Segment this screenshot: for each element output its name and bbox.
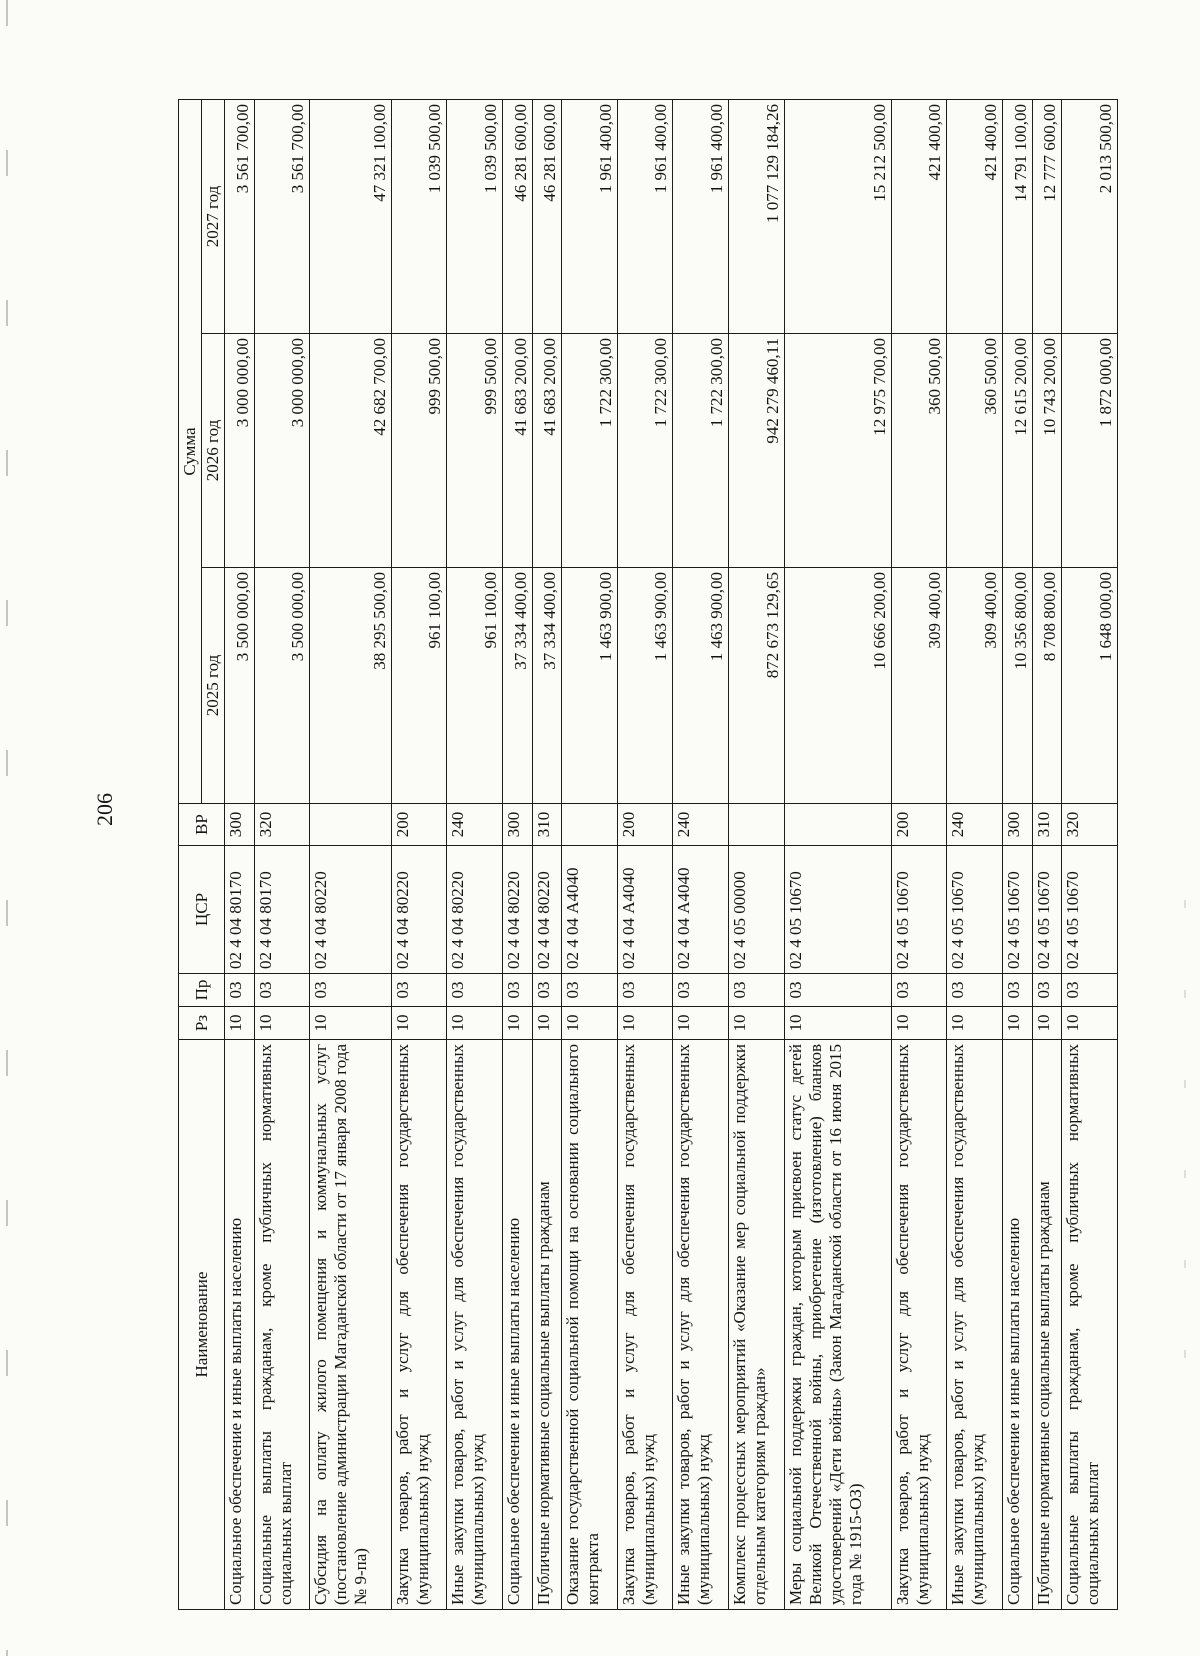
cell-vr: 300 [502,804,532,846]
cell-csr: 02 4 05 10670 [1062,846,1118,974]
table-row [784,100,891,1610]
table-row [617,100,673,1610]
cell-rz: 10 [673,1007,729,1040]
cell-csr: 02 4 04 80220 [391,846,447,974]
cell-csr: 02 4 05 10670 [1032,846,1062,974]
cell-rz: 10 [225,1007,255,1040]
table-row [1002,100,1032,1610]
cell-vr [562,804,618,846]
col-header-pr: Пр [179,974,225,1007]
cell-y2026: 42 682 700,00 [310,334,391,568]
cell-vr: 310 [1032,804,1062,846]
cell-vr: 240 [673,804,729,846]
cell-y2027: 3 561 700,00 [225,100,255,334]
cell-y2025: 10 666 200,00 [784,568,891,804]
cell-rz: 10 [310,1007,391,1040]
cell-y2026: 360 500,00 [947,334,1003,568]
cell-y2027: 15 212 500,00 [784,100,891,334]
cell-pr: 03 [1032,974,1062,1007]
cell-name: Публичные нормативные социальные выплаты гражданам [532,1040,562,1610]
cell-rz: 10 [562,1007,618,1040]
cell-pr: 03 [254,974,310,1007]
cell-y2027: 12 777 600,00 [1032,100,1062,334]
table-row [225,100,255,1610]
table-row [947,100,1003,1610]
cell-csr: 02 4 04 80170 [254,846,310,974]
cell-y2027: 47 321 100,00 [310,100,391,334]
cell-y2027: 46 281 600,00 [532,100,562,334]
cell-y2027: 1 961 400,00 [673,100,729,334]
cell-pr: 03 [784,974,891,1007]
cell-csr: 02 4 04 А4040 [617,846,673,974]
cell-vr: 200 [617,804,673,846]
cell-csr: 02 4 04 80220 [310,846,391,974]
cell-y2027: 1 961 400,00 [562,100,618,334]
cell-vr: 200 [891,804,947,846]
cell-vr: 240 [447,804,503,846]
cell-y2027: 421 400,00 [891,100,947,334]
cell-name: Социальные выплаты гражданам, кроме публичных нормативных социальных выплат [1062,1040,1118,1610]
cell-y2026: 3 000 000,00 [254,334,310,568]
cell-name: Меры социальной поддержки граждан, которым присвоен статус детей Великой Отечественной войны, приобретение (изготовление) бланков удостоверений «Дети войны» (Закон Магаданской области от 16 июня 2015 года № 1915-ОЗ) [784,1040,891,1610]
cell-pr: 03 [673,974,729,1007]
cell-rz: 10 [1002,1007,1032,1040]
cell-y2025: 38 295 500,00 [310,568,391,804]
cell-y2026: 41 683 200,00 [532,334,562,568]
col-header-2025: 2025 год [202,568,225,804]
cell-rz: 10 [502,1007,532,1040]
cell-y2025: 37 334 400,00 [532,568,562,804]
cell-csr: 02 4 04 80220 [532,846,562,974]
cell-y2027: 1 077 129 184,26 [728,100,784,334]
cell-y2027: 1 039 500,00 [447,100,503,334]
cell-y2026: 12 975 700,00 [784,334,891,568]
col-header-name: Наименование [179,1040,225,1610]
cell-name: Оказание государственной социальной помощи на основании социального контракта [562,1040,618,1610]
cell-pr: 03 [562,974,618,1007]
cell-name: Субсидия на оплату жилого помещения и коммунальных услуг (постановление администрации Магаданской области от 17 января 2008 года № 9-па) [310,1040,391,1610]
table-row [673,100,729,1610]
table-row [502,100,532,1610]
cell-pr: 03 [391,974,447,1007]
cell-vr: 300 [225,804,255,846]
cell-y2026: 12 615 200,00 [1002,334,1032,568]
cell-pr: 03 [502,974,532,1007]
col-header-rz: Рз [179,1007,225,1040]
cell-name: Социальное обеспечение и иные выплаты населению [1002,1040,1032,1610]
cell-vr: 310 [532,804,562,846]
cell-pr: 03 [617,974,673,1007]
table-row [447,100,503,1610]
cell-pr: 03 [1062,974,1118,1007]
cell-name: Публичные нормативные социальные выплаты гражданам [1032,1040,1062,1610]
table-row [532,100,562,1610]
cell-name: Закупка товаров, работ и услуг для обеспечения государственных (муниципальных) нужд [891,1040,947,1610]
cell-y2025: 37 334 400,00 [502,568,532,804]
cell-vr: 200 [391,804,447,846]
cell-vr: 240 [947,804,1003,846]
cell-y2025: 309 400,00 [947,568,1003,804]
cell-name: Социальное обеспечение и иные выплаты населению [225,1040,255,1610]
cell-name: Иные закупки товаров, работ и услуг для обеспечения государственных (муниципальных) нужд [673,1040,729,1610]
table-body [225,100,1118,1610]
cell-y2025: 1 463 900,00 [617,568,673,804]
cell-csr: 02 4 04 80220 [502,846,532,974]
col-header-csr: ЦСР [179,846,225,974]
table-row [891,100,947,1610]
cell-csr: 02 4 05 00000 [728,846,784,974]
cell-vr: 300 [1002,804,1032,846]
cell-y2026: 942 279 460,11 [728,334,784,568]
cell-vr: 320 [1062,804,1118,846]
cell-y2027: 421 400,00 [947,100,1003,334]
table-row [254,100,310,1610]
cell-csr: 02 4 04 80220 [447,846,503,974]
cell-csr: 02 4 05 10670 [1002,846,1032,974]
cell-y2026: 999 500,00 [391,334,447,568]
cell-pr: 03 [532,974,562,1007]
scan-edge-artifact-right [1184,900,1186,1400]
cell-rz: 10 [617,1007,673,1040]
table-row [391,100,447,1610]
cell-y2027: 1 039 500,00 [391,100,447,334]
rotated-page-content [178,100,1118,1610]
cell-y2025: 961 100,00 [447,568,503,804]
cell-csr: 02 4 05 10670 [891,846,947,974]
cell-y2025: 309 400,00 [891,568,947,804]
cell-y2026: 1 722 300,00 [562,334,618,568]
cell-y2025: 3 500 000,00 [254,568,310,804]
table-row [1062,100,1118,1610]
scan-edge-artifact [6,0,8,1656]
cell-csr: 02 4 04 А4040 [562,846,618,974]
col-header-2026: 2026 год [202,334,225,568]
cell-pr: 03 [310,974,391,1007]
cell-csr: 02 4 05 10670 [947,846,1003,974]
cell-csr: 02 4 05 10670 [784,846,891,974]
cell-rz: 10 [784,1007,891,1040]
cell-pr: 03 [891,974,947,1007]
cell-name: Иные закупки товаров, работ и услуг для обеспечения государственных (муниципальных) нужд [947,1040,1003,1610]
cell-name: Иные закупки товаров, работ и услуг для обеспечения государственных (муниципальных) нужд [447,1040,503,1610]
cell-y2026: 3 000 000,00 [225,334,255,568]
cell-pr: 03 [1002,974,1032,1007]
cell-rz: 10 [1032,1007,1062,1040]
cell-rz: 10 [254,1007,310,1040]
budget-table [178,99,1118,1610]
cell-rz: 10 [947,1007,1003,1040]
cell-y2026: 41 683 200,00 [502,334,532,568]
cell-rz: 10 [532,1007,562,1040]
cell-csr: 02 4 04 80170 [225,846,255,974]
col-header-sum: Сумма [179,100,202,804]
cell-name: Закупка товаров, работ и услуг для обеспечения государственных (муниципальных) нужд [617,1040,673,1610]
cell-y2027: 46 281 600,00 [502,100,532,334]
cell-name: Социальные выплаты гражданам, кроме публичных нормативных социальных выплат [254,1040,310,1610]
cell-y2026: 1 722 300,00 [617,334,673,568]
cell-y2027: 3 561 700,00 [254,100,310,334]
col-header-2027: 2027 год [202,100,225,334]
cell-vr [728,804,784,846]
cell-rz: 10 [891,1007,947,1040]
cell-y2026: 1 872 000,00 [1062,334,1118,568]
cell-rz: 10 [447,1007,503,1040]
cell-rz: 10 [728,1007,784,1040]
cell-name: Социальное обеспечение и иные выплаты населению [502,1040,532,1610]
cell-y2025: 872 673 129,65 [728,568,784,804]
cell-pr: 03 [225,974,255,1007]
cell-y2026: 999 500,00 [447,334,503,568]
cell-pr: 03 [447,974,503,1007]
cell-vr: 320 [254,804,310,846]
table-row [728,100,784,1610]
cell-rz: 10 [1062,1007,1118,1040]
cell-y2025: 3 500 000,00 [225,568,255,804]
cell-y2027: 2 013 500,00 [1062,100,1118,334]
page-number: 206 [92,793,117,826]
cell-y2026: 360 500,00 [891,334,947,568]
cell-y2025: 10 356 800,00 [1002,568,1032,804]
cell-vr [784,804,891,846]
table-row [310,100,391,1610]
cell-y2027: 14 791 100,00 [1002,100,1032,334]
table-row [1032,100,1062,1610]
cell-y2025: 1 463 900,00 [562,568,618,804]
cell-csr: 02 4 04 А4040 [673,846,729,974]
cell-name: Закупка товаров, работ и услуг для обеспечения государственных (муниципальных) нужд [391,1040,447,1610]
cell-pr: 03 [947,974,1003,1007]
cell-vr [310,804,391,846]
cell-y2026: 1 722 300,00 [673,334,729,568]
table-row [562,100,618,1610]
cell-pr: 03 [728,974,784,1007]
cell-y2025: 8 708 800,00 [1032,568,1062,804]
cell-y2025: 1 463 900,00 [673,568,729,804]
cell-name: Комплекс процессных мероприятий «Оказание мер социальной поддержки отдельным категориям граждан» [728,1040,784,1610]
cell-y2026: 10 743 200,00 [1032,334,1062,568]
cell-y2027: 1 961 400,00 [617,100,673,334]
cell-rz: 10 [391,1007,447,1040]
col-header-vr: ВР [179,804,225,846]
cell-y2025: 961 100,00 [391,568,447,804]
cell-y2025: 1 648 000,00 [1062,568,1118,804]
